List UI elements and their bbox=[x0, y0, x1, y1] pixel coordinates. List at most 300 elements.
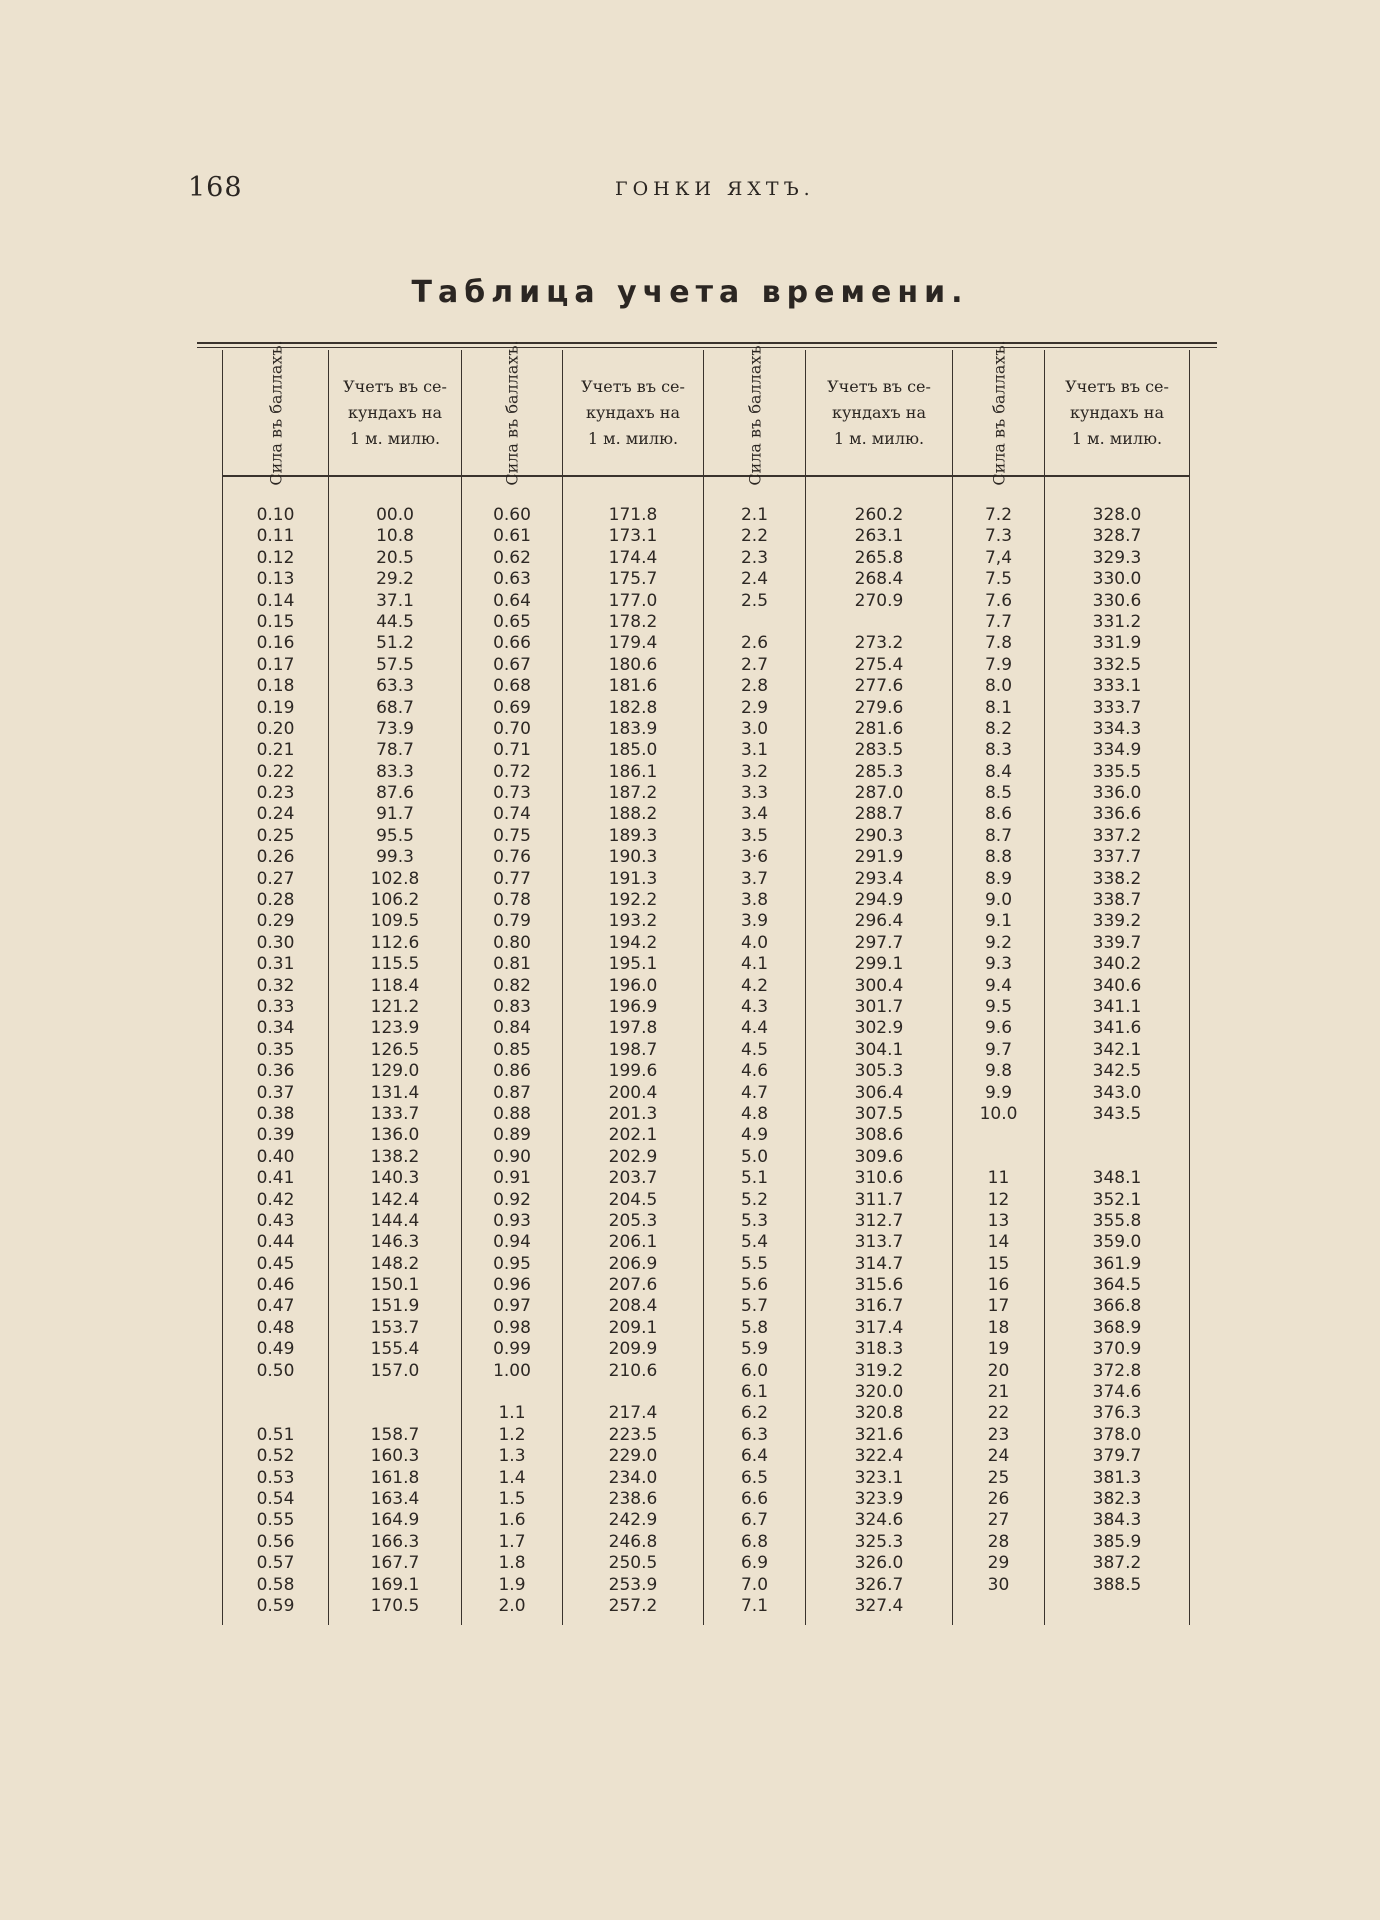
table-cell: 196.9 bbox=[608, 996, 658, 1017]
table-cell: 196.0 bbox=[608, 975, 658, 996]
table-cell: 0.67 bbox=[493, 654, 531, 675]
table-cell: 342.1 bbox=[1092, 1039, 1142, 1060]
table-cell: 0.26 bbox=[256, 847, 295, 868]
table-cell: 0.47 bbox=[256, 1296, 295, 1317]
table-cell: 148.2 bbox=[370, 1253, 420, 1274]
table-cell: 257.2 bbox=[608, 1595, 658, 1616]
table-cell: 0.84 bbox=[493, 1018, 531, 1039]
table-cell: 6.9 bbox=[740, 1553, 769, 1574]
table-cell: 3.1 bbox=[740, 740, 769, 761]
table-cell: 175.7 bbox=[608, 569, 658, 590]
table-cell: 1.5 bbox=[498, 1488, 526, 1509]
table-cell: 0.86 bbox=[493, 1061, 531, 1082]
table-cell: 0.99 bbox=[493, 1339, 531, 1360]
table-cell: 0.34 bbox=[256, 1018, 295, 1039]
table-cell: 10.0 bbox=[979, 1103, 1018, 1124]
table-cell: 0.57 bbox=[256, 1553, 295, 1574]
table-cell: 202.9 bbox=[608, 1146, 658, 1167]
table-cell: 169.1 bbox=[370, 1574, 420, 1595]
table-cell: 0.72 bbox=[493, 761, 531, 782]
table-cell: 195.1 bbox=[608, 954, 658, 975]
table-cell: 8.6 bbox=[984, 804, 1013, 825]
table-cell: 0.36 bbox=[256, 1061, 295, 1082]
time-column-4 bbox=[1044, 350, 1190, 1625]
table-cell: 265.8 bbox=[854, 547, 904, 568]
table-cell: 325.3 bbox=[854, 1531, 904, 1552]
table-cell: 0.21 bbox=[256, 740, 295, 761]
table-cell: 302.9 bbox=[854, 1018, 904, 1039]
table-cell: 0.11 bbox=[256, 526, 295, 547]
table-cell bbox=[1045, 1596, 1189, 1617]
table-cell: 0.85 bbox=[493, 1039, 531, 1060]
table-cell: 331.9 bbox=[1092, 633, 1142, 654]
table-cell: 17 bbox=[987, 1296, 1010, 1317]
table-cell: 109.5 bbox=[370, 911, 420, 932]
table-cell: 178.2 bbox=[608, 611, 658, 632]
table-cell: 297.7 bbox=[854, 932, 904, 953]
table-cell: 320.0 bbox=[854, 1382, 904, 1403]
table-cell: 0.96 bbox=[493, 1275, 531, 1296]
table-cell: 332.5 bbox=[1092, 654, 1142, 675]
table-cell: 234.0 bbox=[608, 1467, 658, 1488]
table-cell: 0.83 bbox=[493, 996, 531, 1017]
table-cell: 126.5 bbox=[370, 1039, 420, 1060]
table-cell: 0.58 bbox=[256, 1574, 295, 1595]
table-cell: 0.55 bbox=[256, 1510, 295, 1531]
table-cell: 379.7 bbox=[1092, 1446, 1142, 1467]
table-cell: 181.6 bbox=[608, 676, 658, 697]
table-cell: 311.7 bbox=[854, 1189, 904, 1210]
table-cell: 253.9 bbox=[608, 1574, 658, 1595]
table-cell: 5.5 bbox=[740, 1253, 769, 1274]
table-cell: 340.6 bbox=[1092, 975, 1142, 996]
table-cell: 121.2 bbox=[370, 996, 420, 1017]
table-cell: 268.4 bbox=[854, 569, 904, 590]
table-cell: 334.9 bbox=[1092, 740, 1142, 761]
table-cell: 229.0 bbox=[608, 1446, 658, 1467]
table-cell: 6.6 bbox=[740, 1488, 769, 1509]
table-cell: 322.4 bbox=[854, 1446, 904, 1467]
table-cell: 300.4 bbox=[854, 975, 904, 996]
table-cell: 250.5 bbox=[608, 1553, 658, 1574]
table-cell: 1.9 bbox=[498, 1574, 526, 1595]
table-cell: 312.7 bbox=[854, 1210, 904, 1231]
table-cell: 205.3 bbox=[608, 1210, 658, 1231]
time-column-1 bbox=[328, 350, 461, 1625]
table-cell: 19 bbox=[987, 1339, 1010, 1360]
table-cell: 9.6 bbox=[984, 1018, 1013, 1039]
table-cell: 339.2 bbox=[1092, 911, 1142, 932]
table-cell: 384.3 bbox=[1092, 1510, 1142, 1531]
table-cell: 2.9 bbox=[740, 697, 769, 718]
table-cell: 0.42 bbox=[256, 1189, 295, 1210]
table-cell: 174.4 bbox=[608, 547, 658, 568]
table-cell: 177.0 bbox=[608, 590, 658, 611]
table-cell: 263.1 bbox=[854, 526, 904, 547]
table-cell: 3.0 bbox=[740, 718, 769, 739]
table-cell: 0.17 bbox=[256, 654, 295, 675]
table-cell: 4.1 bbox=[740, 954, 769, 975]
table-cell: 186.1 bbox=[608, 761, 658, 782]
table-cell: 37.1 bbox=[376, 590, 414, 611]
table-cell: 95.5 bbox=[376, 825, 414, 846]
table-cell: 4.0 bbox=[740, 932, 769, 953]
table-cell: 5.6 bbox=[740, 1275, 769, 1296]
table-cell: 0.14 bbox=[256, 590, 295, 611]
table-cell: 188.2 bbox=[608, 804, 658, 825]
table-cell: 10.8 bbox=[376, 526, 414, 547]
table-cell: 8.2 bbox=[984, 718, 1013, 739]
table-cell: 28 bbox=[987, 1531, 1010, 1552]
table-cell: 161.8 bbox=[370, 1467, 420, 1488]
table-cell: 0.78 bbox=[493, 890, 531, 911]
force-header: Сила въ баллахъ. bbox=[953, 350, 1044, 477]
table-cell: 0.19 bbox=[256, 697, 295, 718]
table-cell: 8.4 bbox=[984, 761, 1013, 782]
table-cell: 0.91 bbox=[493, 1168, 531, 1189]
table-cell: 131.4 bbox=[370, 1082, 420, 1103]
table-cell: 314.7 bbox=[854, 1253, 904, 1274]
table-cell: 301.7 bbox=[854, 996, 904, 1017]
table-cell: 0.62 bbox=[493, 547, 531, 568]
table-cell: 0.30 bbox=[256, 932, 295, 953]
table-cell: 385.9 bbox=[1092, 1531, 1142, 1552]
table-cell: 0.82 bbox=[493, 975, 531, 996]
table-cell: 0.88 bbox=[493, 1103, 531, 1124]
table-cell: 25 bbox=[987, 1467, 1010, 1488]
table-cell: 6.0 bbox=[740, 1360, 769, 1381]
table-cell: 0.44 bbox=[256, 1232, 295, 1253]
table-cell: 382.3 bbox=[1092, 1488, 1142, 1509]
table-cell: 00.0 bbox=[376, 505, 414, 525]
force-column-3 bbox=[703, 339, 805, 1625]
table-cell: 3.5 bbox=[740, 825, 769, 846]
table-cell: 308.6 bbox=[854, 1125, 904, 1146]
table-cell: 179.4 bbox=[608, 633, 658, 654]
table-cell: 277.6 bbox=[854, 676, 904, 697]
table-cell: 5.8 bbox=[740, 1317, 769, 1338]
table-cell: 336.6 bbox=[1092, 804, 1142, 825]
table-cell: 9.7 bbox=[984, 1039, 1013, 1060]
table-cell: 316.7 bbox=[854, 1296, 904, 1317]
table-cell: 9.0 bbox=[984, 890, 1013, 911]
table-cell: 5.1 bbox=[740, 1168, 769, 1189]
table-cell: 144.4 bbox=[370, 1210, 420, 1231]
table-cell: 324.6 bbox=[854, 1510, 904, 1531]
table-cell: 223.5 bbox=[608, 1424, 658, 1445]
table-cell: 7,4 bbox=[984, 547, 1013, 568]
table-cell: 13 bbox=[987, 1210, 1010, 1231]
table-cell: 0.38 bbox=[256, 1103, 295, 1124]
time-header: Учетъ въ се- кундахъ на 1 м. милю. bbox=[329, 350, 461, 477]
table-cell: 8.7 bbox=[984, 825, 1013, 846]
table-cell: 1.00 bbox=[493, 1360, 531, 1381]
table-cell: 320.8 bbox=[854, 1403, 904, 1424]
table-cell: 337.2 bbox=[1092, 825, 1142, 846]
table-cell: 0.74 bbox=[493, 804, 531, 825]
table-cell: 24 bbox=[987, 1446, 1010, 1467]
table-cell: 0.29 bbox=[256, 911, 295, 932]
table-cell: 0.16 bbox=[256, 633, 295, 654]
table-cell: 160.3 bbox=[370, 1446, 420, 1467]
table-cell: 370.9 bbox=[1092, 1339, 1142, 1360]
table-cell: 283.5 bbox=[854, 740, 904, 761]
table-cell: 0.87 bbox=[493, 1082, 531, 1103]
force-column-4 bbox=[952, 339, 1044, 1625]
table-cell: 0.43 bbox=[256, 1210, 295, 1231]
table-cell: 331.2 bbox=[1092, 611, 1142, 632]
table-cell: 115.5 bbox=[370, 954, 420, 975]
table-cell: 204.5 bbox=[608, 1189, 658, 1210]
table-cell: 129.0 bbox=[370, 1061, 420, 1082]
table-cell: 4.7 bbox=[740, 1082, 769, 1103]
table-cell: 293.4 bbox=[854, 868, 904, 889]
table-cell: 7.9 bbox=[984, 654, 1013, 675]
table-cell: 200.4 bbox=[608, 1082, 658, 1103]
table-cell: 209.9 bbox=[608, 1339, 658, 1360]
table-cell: 330.0 bbox=[1092, 569, 1142, 590]
table-cell: 8.5 bbox=[984, 783, 1013, 804]
table-cell: 0.66 bbox=[493, 633, 531, 654]
table-cell: 0.20 bbox=[256, 718, 295, 739]
table-cell: 20 bbox=[987, 1360, 1010, 1381]
table-cell: 4.9 bbox=[740, 1125, 769, 1146]
table-cell: 2.3 bbox=[740, 547, 769, 568]
table-cell: 173.1 bbox=[608, 526, 658, 547]
time-header: Учетъ въ се- кундахъ на 1 м. милю. bbox=[563, 350, 703, 477]
table-cell: 287.0 bbox=[854, 783, 904, 804]
table-cell: 0.94 bbox=[493, 1232, 531, 1253]
table-cell: 341.1 bbox=[1092, 996, 1142, 1017]
table-cell: 4.6 bbox=[740, 1061, 769, 1082]
table-cell: 170.5 bbox=[370, 1595, 420, 1616]
table-cell: 102.8 bbox=[370, 868, 420, 889]
table-cell bbox=[1045, 1147, 1189, 1168]
table-cell: 304.1 bbox=[854, 1039, 904, 1060]
table-cell: 0.56 bbox=[256, 1531, 295, 1552]
table-cell: 376.3 bbox=[1092, 1403, 1142, 1424]
table-cell: 368.9 bbox=[1092, 1317, 1142, 1338]
table-cell: 0.31 bbox=[256, 954, 295, 975]
table-cell: 0.33 bbox=[256, 996, 295, 1017]
table-cell: 171.8 bbox=[608, 505, 658, 525]
table-cell: 273.2 bbox=[854, 633, 904, 654]
table-cell: 8.8 bbox=[984, 847, 1013, 868]
force-column-1 bbox=[222, 339, 328, 1625]
table-cell: 0.22 bbox=[256, 761, 295, 782]
table-cell: 1.4 bbox=[498, 1467, 526, 1488]
table-cell: 203.7 bbox=[608, 1168, 658, 1189]
table-cell: 290.3 bbox=[854, 825, 904, 846]
table-cell: 6.7 bbox=[740, 1510, 769, 1531]
table-cell: 335.5 bbox=[1092, 761, 1142, 782]
table-cell: 208.4 bbox=[608, 1296, 658, 1317]
table-cell: 150.1 bbox=[370, 1275, 420, 1296]
table-cell: 0.54 bbox=[256, 1488, 295, 1509]
table-cell: 0.46 bbox=[256, 1275, 295, 1296]
table-cell: 387.2 bbox=[1092, 1553, 1142, 1574]
table-cell: 328.0 bbox=[1092, 505, 1142, 525]
table-cell: 0.37 bbox=[256, 1082, 295, 1103]
force-header: Сила въ баллахъ. bbox=[223, 350, 328, 477]
table-cell: 194.2 bbox=[608, 932, 658, 953]
table-cell: 57.5 bbox=[376, 654, 414, 675]
table-cell: 372.8 bbox=[1092, 1360, 1142, 1381]
table-cell: 0.92 bbox=[493, 1189, 531, 1210]
table-cell: 51.2 bbox=[376, 633, 414, 654]
table-cell: 0.35 bbox=[256, 1039, 295, 1060]
table-cell: 9.3 bbox=[984, 954, 1013, 975]
table-cell: 355.8 bbox=[1092, 1210, 1142, 1231]
table-cell: 4.8 bbox=[740, 1103, 769, 1124]
table-cell: 0.45 bbox=[256, 1253, 295, 1274]
table-cell: 2.6 bbox=[740, 633, 769, 654]
table-cell: 5.7 bbox=[740, 1296, 769, 1317]
table-cell: 0.65 bbox=[493, 611, 531, 632]
table-title: Таблица учета времени. bbox=[411, 275, 969, 310]
table-cell: 378.0 bbox=[1092, 1424, 1142, 1445]
table-cell: 26 bbox=[987, 1488, 1010, 1509]
table-cell: 341.6 bbox=[1092, 1018, 1142, 1039]
table-cell: 334.3 bbox=[1092, 718, 1142, 739]
table-cell: 202.1 bbox=[608, 1125, 658, 1146]
table-cell: 5.9 bbox=[740, 1339, 769, 1360]
table-cell: 106.2 bbox=[370, 890, 420, 911]
table-cell: 6.5 bbox=[740, 1467, 769, 1488]
table-cell: 201.3 bbox=[608, 1103, 658, 1124]
table-cell: 328.7 bbox=[1092, 526, 1142, 547]
table-cell: 5.4 bbox=[740, 1232, 769, 1253]
table-cell: 206.1 bbox=[608, 1232, 658, 1253]
table-cell: 207.6 bbox=[608, 1275, 658, 1296]
table-cell: 339.7 bbox=[1092, 932, 1142, 953]
table-cell: 157.0 bbox=[370, 1360, 420, 1381]
table-cell: 348.1 bbox=[1092, 1168, 1142, 1189]
table-cell: 140.3 bbox=[370, 1168, 420, 1189]
table-cell: 299.1 bbox=[854, 954, 904, 975]
table-cell: 0.12 bbox=[256, 547, 295, 568]
table-cell: 281.6 bbox=[854, 718, 904, 739]
table-cell: 7.6 bbox=[984, 590, 1013, 611]
table-cell: 7.7 bbox=[984, 611, 1013, 632]
table-cell: 182.8 bbox=[608, 697, 658, 718]
top-rule bbox=[197, 342, 1217, 348]
table-cell: 0.61 bbox=[493, 526, 531, 547]
table-cell: 338.7 bbox=[1092, 890, 1142, 911]
page-number: 168 bbox=[188, 172, 243, 203]
table-cell: 279.6 bbox=[854, 697, 904, 718]
table-cell: 4.3 bbox=[740, 996, 769, 1017]
table-cell: 5.0 bbox=[740, 1146, 769, 1167]
table-cell: 23 bbox=[987, 1424, 1010, 1445]
table-cell: 340.2 bbox=[1092, 954, 1142, 975]
table-cell: 163.4 bbox=[370, 1488, 420, 1509]
table-cell: 164.9 bbox=[370, 1510, 420, 1531]
table-cell: 315.6 bbox=[854, 1275, 904, 1296]
table-cell: 275.4 bbox=[854, 654, 904, 675]
table-cell: 318.3 bbox=[854, 1339, 904, 1360]
table-cell: 8.9 bbox=[984, 868, 1013, 889]
table-cell: 307.5 bbox=[854, 1103, 904, 1124]
table-cell: 366.8 bbox=[1092, 1296, 1142, 1317]
table-cell: 0.53 bbox=[256, 1467, 295, 1488]
table-cell: 6.1 bbox=[740, 1382, 769, 1403]
table-cell: 29 bbox=[987, 1553, 1010, 1574]
table-cell: 9.2 bbox=[984, 932, 1013, 953]
table-cell: 0.25 bbox=[256, 825, 295, 846]
table-cell: 343.0 bbox=[1092, 1082, 1142, 1103]
table-cell: 5.2 bbox=[740, 1189, 769, 1210]
table-cell: 337.7 bbox=[1092, 847, 1142, 868]
table-cell: 0.23 bbox=[256, 783, 295, 804]
table-cell: 0.52 bbox=[256, 1446, 295, 1467]
table-cell: 15 bbox=[987, 1253, 1010, 1274]
time-allowance-table bbox=[222, 339, 1190, 1625]
table-cell: 242.9 bbox=[608, 1510, 658, 1531]
time-header: Учетъ въ се- кундахъ на 1 м. милю. bbox=[806, 350, 952, 477]
table-cell: 310.6 bbox=[854, 1168, 904, 1189]
table-cell bbox=[953, 1147, 1044, 1168]
force-column-2 bbox=[461, 339, 562, 1625]
table-cell: 364.5 bbox=[1092, 1275, 1142, 1296]
table-cell: 133.7 bbox=[370, 1103, 420, 1124]
table-cell: 27 bbox=[987, 1510, 1010, 1531]
table-cell: 285.3 bbox=[854, 761, 904, 782]
table-cell bbox=[563, 1382, 703, 1403]
table-cell: 118.4 bbox=[370, 975, 420, 996]
table-cell: 0.60 bbox=[493, 505, 531, 525]
table-cell: 329.3 bbox=[1092, 547, 1142, 568]
table-cell: 0.68 bbox=[493, 676, 531, 697]
table-cell: 323.1 bbox=[854, 1467, 904, 1488]
table-cell: 30 bbox=[987, 1574, 1010, 1595]
table-cell: 158.7 bbox=[370, 1424, 420, 1445]
table-cell: 0.15 bbox=[256, 611, 295, 632]
time-column-3 bbox=[805, 350, 952, 1625]
table-cell: 0.10 bbox=[256, 505, 295, 525]
table-cell: 7.3 bbox=[984, 526, 1013, 547]
table-cell: 317.4 bbox=[854, 1317, 904, 1338]
table-cell: 192.2 bbox=[608, 890, 658, 911]
table-cell: 138.2 bbox=[370, 1146, 420, 1167]
table-cell: 0.97 bbox=[493, 1296, 531, 1317]
table-cell: 2.2 bbox=[740, 526, 769, 547]
table-cell: 3·6 bbox=[740, 847, 769, 868]
table-cell: 359.0 bbox=[1092, 1232, 1142, 1253]
table-cell: 326.0 bbox=[854, 1553, 904, 1574]
time-column-2 bbox=[562, 350, 703, 1625]
table-cell: 260.2 bbox=[854, 505, 904, 525]
table-cell: 21 bbox=[987, 1382, 1010, 1403]
table-cell: 0.40 bbox=[256, 1146, 295, 1167]
table-cell: 199.6 bbox=[608, 1061, 658, 1082]
table-cell: 343.5 bbox=[1092, 1103, 1142, 1124]
table-cell: 11 bbox=[987, 1168, 1010, 1189]
table-cell: 198.7 bbox=[608, 1039, 658, 1060]
table-cell: 210.6 bbox=[608, 1360, 658, 1381]
table-cell bbox=[462, 1382, 562, 1403]
table-cell: 291.9 bbox=[854, 847, 904, 868]
table-cell: 2.7 bbox=[740, 654, 769, 675]
table-cell bbox=[223, 1382, 328, 1403]
table-cell bbox=[329, 1403, 461, 1424]
force-header: Сила въ баллахъ. bbox=[704, 350, 805, 477]
table-cell bbox=[953, 1596, 1044, 1617]
table-cell: 83.3 bbox=[376, 761, 414, 782]
table-cell: 321.6 bbox=[854, 1424, 904, 1445]
table-cell: 294.9 bbox=[854, 890, 904, 911]
table-cell: 68.7 bbox=[376, 697, 414, 718]
